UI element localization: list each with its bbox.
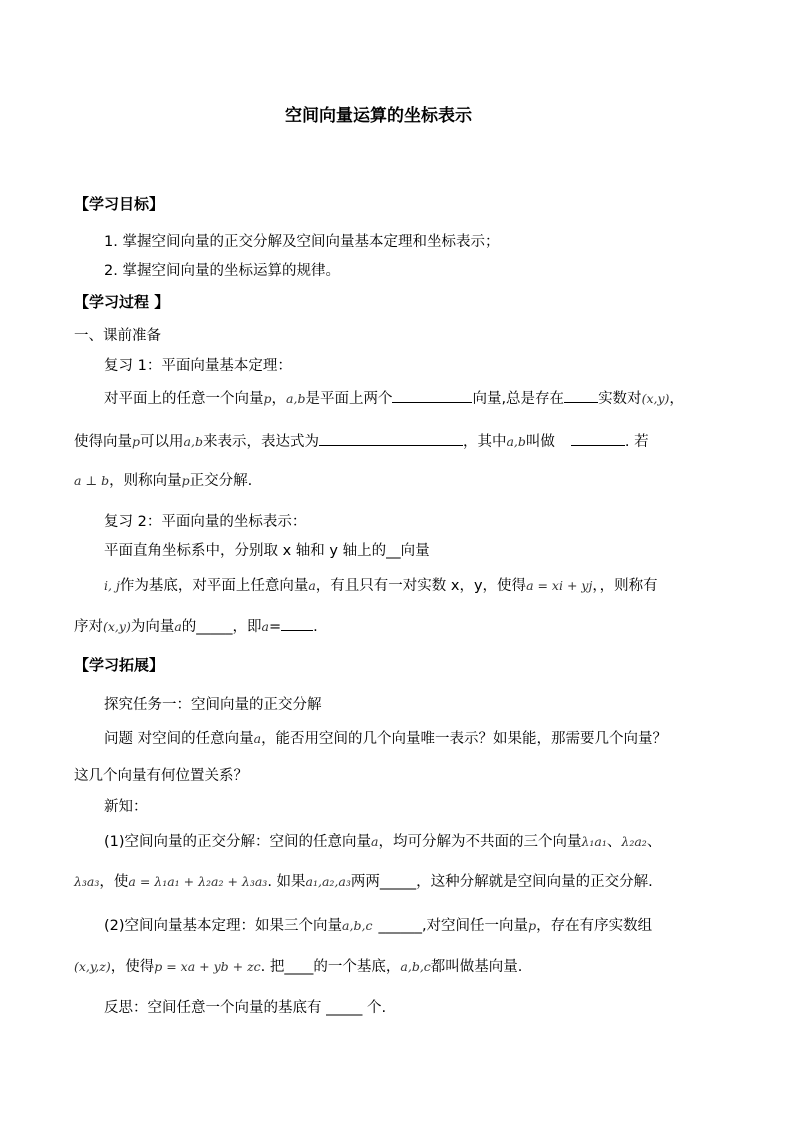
heading-learning-goals: 【学习目标】 (74, 195, 165, 213)
pair-xy: (x,y) (103, 619, 131, 634)
reflection: 反思：空间任意一个向量的基底有 _____ 个. (104, 1000, 387, 1016)
text: 使得向量 (74, 434, 132, 450)
separator: 、 (606, 834, 622, 850)
text: 两两_____，这种分解就是空间向量的正交分解. (350, 874, 653, 890)
fill-blank (319, 431, 463, 446)
text: ，其中 (462, 434, 507, 450)
text: 序对 (74, 619, 103, 635)
vector-a: a (174, 619, 182, 634)
vectors-ab: a,b (506, 434, 526, 449)
review1-line2 (74, 431, 649, 452)
equation-a: a = xi + yj (526, 578, 593, 593)
p1-line1 (104, 832, 661, 852)
review2-line3 (74, 616, 318, 637)
text: 作为基底，对平面上任意向量 (119, 578, 309, 594)
vectors-ab: a,b (286, 391, 306, 406)
text: ，则称向量 (109, 473, 182, 489)
text: ______,对空间任一向量 (378, 918, 529, 934)
text: = (269, 619, 282, 635)
text: 可以用 (140, 434, 184, 450)
task1-title: 探究任务一：空间向量的正交分解 (104, 697, 322, 713)
review1-title: 复习 1：平面向量基本定理： (104, 358, 292, 374)
text: 叫做 (525, 434, 555, 450)
vectors-abc: a,b,c (400, 959, 431, 974)
text: 是平面上两个 (305, 391, 393, 407)
text: . 若 (624, 434, 649, 450)
heading-learning-process: 【学习过程 】 (74, 293, 170, 311)
vectors-abc: a,b,c (342, 918, 373, 933)
text: 来表示，表达式为 (202, 434, 319, 450)
vector-p: p (528, 918, 537, 933)
decomposition-equation: a = λ₁a₁ + λ₂a₂ + λ₃a₃ (128, 874, 268, 889)
text: ， (271, 391, 287, 407)
vector-l1a1: λ₁a₁ (581, 834, 607, 849)
basis-equation: p = xa + yb + zc (154, 959, 261, 974)
vector-a: a (261, 619, 269, 634)
text: 正交分解. (189, 473, 253, 489)
p2-line2 (74, 957, 522, 977)
text: 对平面上的任意一个向量 (104, 391, 264, 407)
text: 为向量 (130, 619, 175, 635)
text: 都叫做基向量. (430, 959, 523, 975)
perp-condition: a ⊥ b (74, 473, 110, 488)
review2-line1: 平面直角坐标系中，分别取 x 轴和 y 轴上的__向量 (104, 543, 430, 559)
text: 向量,总是存在 (472, 391, 565, 407)
text: 的_____，即 (181, 619, 262, 635)
fill-blank (392, 388, 472, 403)
text: ，能否用空间的几个向量唯一表示？如果能，那需要几个向量？ (261, 731, 668, 747)
basis-ij: i, j (104, 578, 120, 593)
text: ， (669, 391, 684, 407)
fill-blank (281, 616, 313, 631)
text: ，使得 (110, 959, 155, 975)
p2-line1 (104, 916, 652, 936)
review2-title: 复习 2：平面向量的坐标表示： (104, 514, 307, 530)
text: ，，则称有 (592, 578, 658, 594)
review2-line2 (104, 576, 658, 596)
vector-p: p (181, 473, 190, 488)
pair-xy: (x,y) (641, 391, 670, 406)
vector-l2a2: λ₂a₂ (621, 834, 647, 849)
text: ，使 (99, 874, 129, 890)
triple-xyz: (x,y,z) (74, 959, 111, 974)
text: ，存在有序实数组 (536, 918, 653, 934)
fill-blank (564, 388, 598, 403)
review1-line3 (74, 471, 252, 491)
text: (2)空间向量基本定理：如果三个向量 (104, 918, 343, 934)
text: . 把____的一个基底， (260, 959, 401, 975)
question-line1 (104, 729, 667, 749)
separator: 、 (646, 834, 662, 850)
question-line2: 这几个向量有何位置关系？ (74, 768, 248, 784)
subheading-preparation: 一、课前准备 (74, 328, 161, 344)
page-title: 空间向量运算的坐标表示 (285, 106, 472, 126)
vectors-a123: a₁,a₂,a₃ (305, 874, 351, 889)
vector-p: p (132, 434, 141, 449)
text: 问题 对空间的任意向量 (104, 731, 254, 747)
text: ，有且只有一对实数 x，y，使得 (315, 578, 527, 594)
text: . (313, 619, 318, 635)
vector-a: a (371, 834, 379, 849)
heading-learning-extension: 【学习拓展】 (74, 656, 165, 674)
text: ，均可分解为不共面的三个向量 (378, 834, 582, 850)
p1-line2 (74, 872, 653, 892)
vector-p: p (263, 391, 272, 406)
goal-item-2: 2. 掌握空间向量的坐标运算的规律。 (104, 263, 340, 279)
vector-a: a (308, 578, 316, 593)
vector-l3a3: λ₃a₃ (74, 874, 100, 889)
vector-a: a (253, 731, 262, 746)
goal-item-1: 1. 掌握空间向量的正交分解及空间向量基本定理和坐标表示； (104, 234, 500, 250)
vectors-ab: a,b (183, 434, 203, 449)
text: 实数对 (598, 391, 642, 407)
fill-blank (571, 431, 625, 446)
text: (1)空间向量的正交分解：空间的任意向量 (104, 834, 372, 850)
new-knowledge-label: 新知： (104, 799, 148, 815)
review1-line1 (104, 388, 684, 409)
text: . 如果 (267, 874, 306, 890)
